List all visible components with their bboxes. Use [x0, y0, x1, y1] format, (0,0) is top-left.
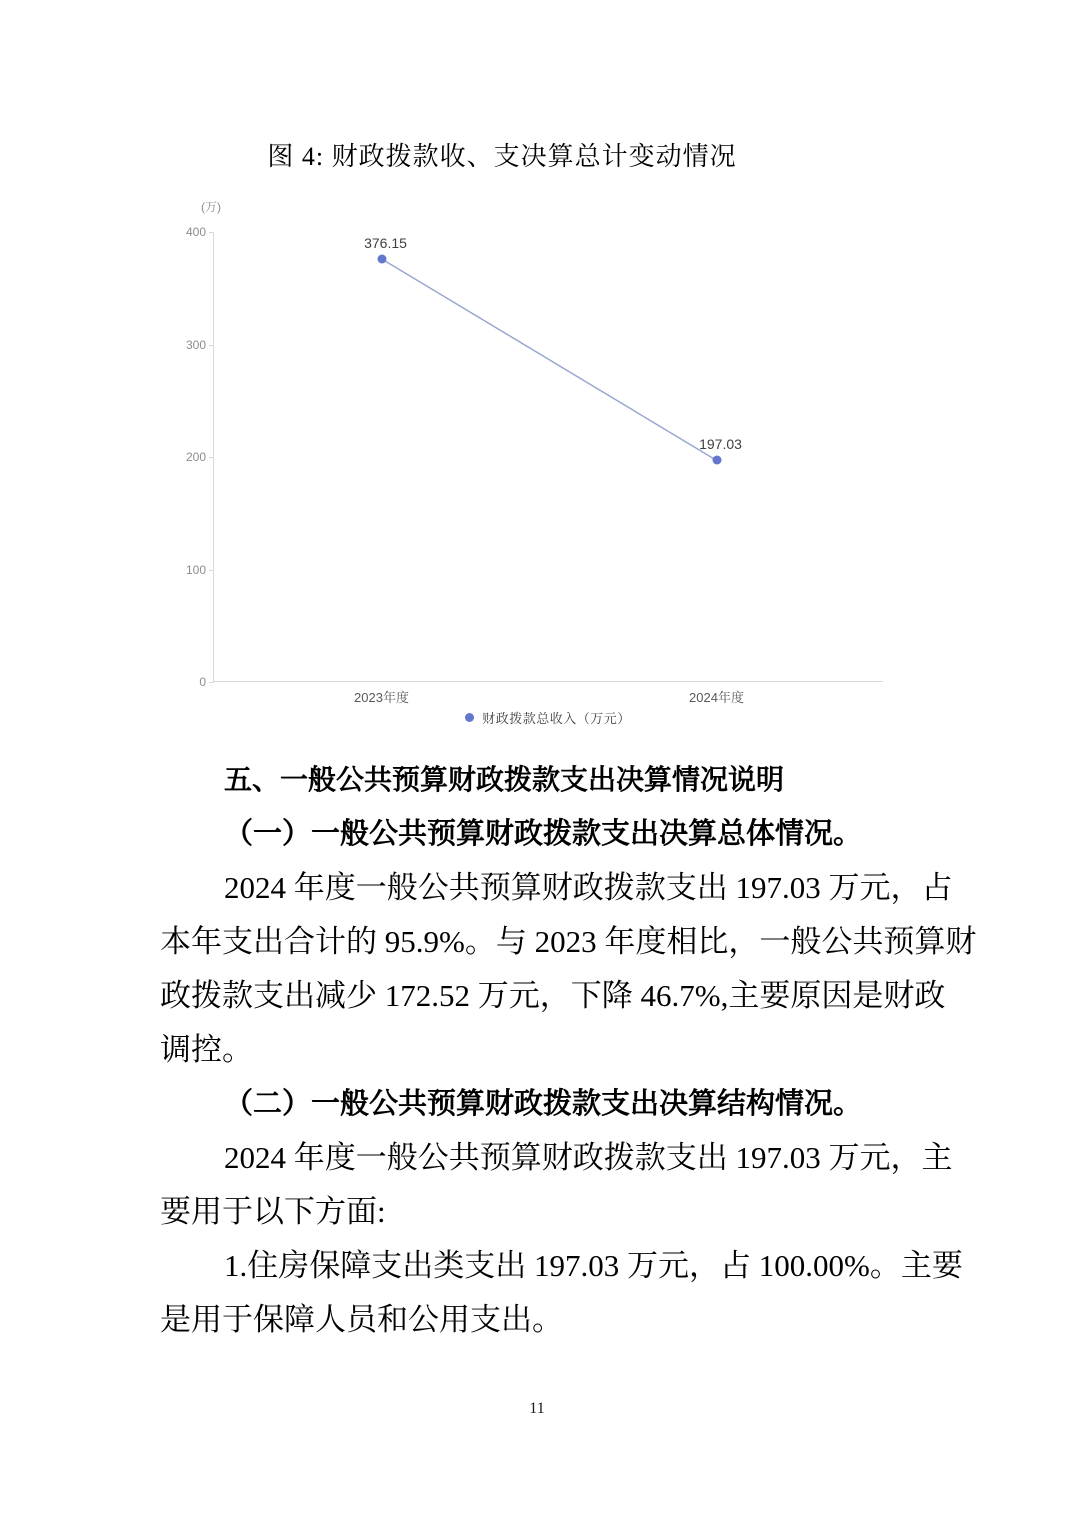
data-point-marker: [712, 456, 721, 465]
paragraph-line: 2024 年度一般公共预算财政拨款支出 197.03 万元，占: [224, 870, 953, 905]
legend-label: 财政拨款总收入（万元）: [482, 711, 631, 726]
page-number: 11: [529, 1400, 545, 1417]
data-point-marker: [377, 254, 386, 263]
y-axis-unit-label: (万): [201, 200, 221, 214]
y-tick-label: 0: [199, 675, 206, 689]
y-tick-label: 200: [185, 450, 206, 464]
line-chart: [185, 190, 905, 748]
subsection-heading-1: （一）一般公共预算财政拨款支出决算总体情况。: [224, 818, 863, 850]
x-category-label: 2023年度: [354, 690, 409, 705]
paragraph-line: 调控。: [160, 1032, 253, 1067]
chart-legend: [213, 708, 883, 727]
paragraph-line: 2024 年度一般公共预算财政拨款支出 197.03 万元，主: [224, 1140, 953, 1175]
y-tick-label: 400: [185, 225, 206, 239]
paragraph-line: 要用于以下方面:: [160, 1194, 386, 1229]
legend-marker-icon: [465, 713, 474, 722]
x-category-label: 2024年度: [689, 690, 744, 705]
figure-title: 图 4: 财政拨款收、支决算总计变动情况: [267, 142, 737, 171]
y-tick-label: 100: [185, 562, 206, 577]
subsection-heading-2: （二）一般公共预算财政拨款支出决算结构情况。: [224, 1088, 863, 1120]
line-series: [214, 232, 884, 682]
paragraph-line: 1.住房保障支出类支出 197.03 万元，占 100.00%。主要: [224, 1248, 963, 1283]
data-point-label: 376.15: [364, 234, 407, 251]
paragraph-line: 本年支出合计的 95.9%。与 2023 年度相比，一般公共预算财: [160, 924, 977, 959]
paragraph-line: 是用于保障人员和公用支出。: [160, 1302, 563, 1337]
paragraph-line: 政拨款支出减少 172.52 万元，下降 46.7%,主要原因是财政: [160, 978, 946, 1013]
section-heading: 五、一般公共预算财政拨款支出决算情况说明: [224, 764, 785, 795]
y-tick-label: 300: [185, 337, 206, 352]
document-body: [160, 753, 977, 1347]
data-point-label: 197.03: [699, 436, 742, 453]
y-tick-mark: [209, 682, 214, 683]
plot-area: [185, 225, 883, 705]
